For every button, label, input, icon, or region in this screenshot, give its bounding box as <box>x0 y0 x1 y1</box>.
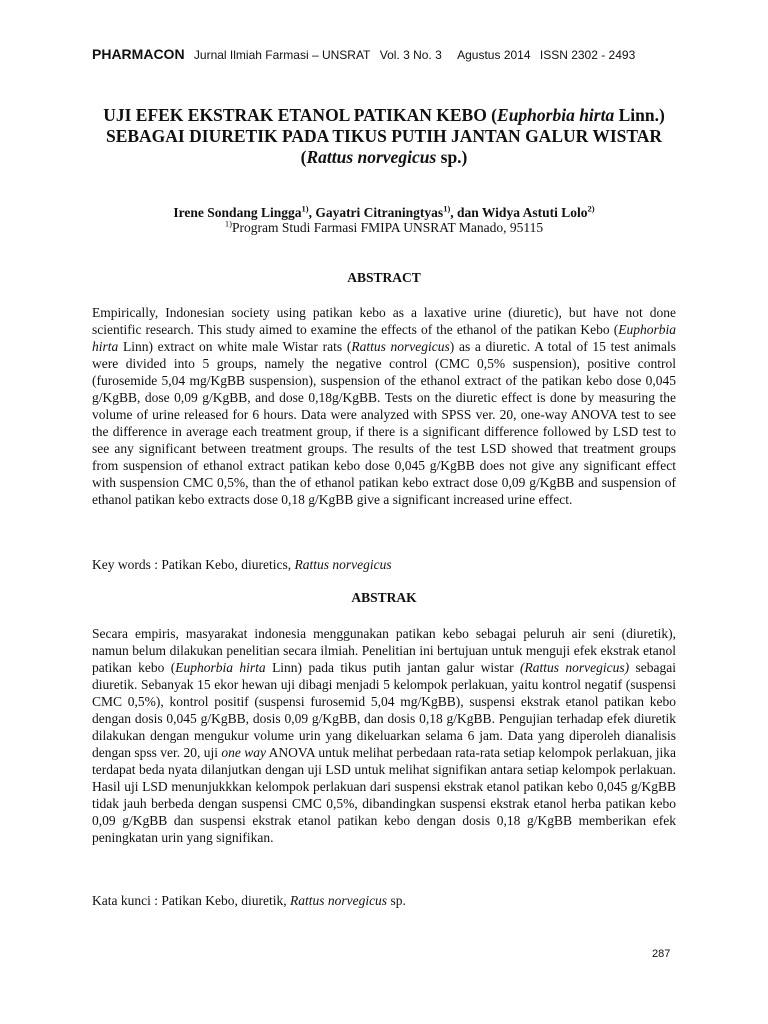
author-1: Irene Sondang Lingga <box>173 205 302 220</box>
abstract-text-1: Empirically, Indonesian society using patikan kebo as a laxative urine (diuretic), but have not done scientific research. This study aimed to examine the effects of the ethanol of the patikan Kebo ( <box>92 305 676 337</box>
kata-kunci-species: Rattus norvegicus <box>289 893 388 908</box>
author-3: , dan Widya Astuti Lolo <box>450 205 588 220</box>
title-text-3: sp.) <box>436 147 468 167</box>
abstrak-body <box>92 625 676 846</box>
abstract-species-2: Rattus norvegicus <box>351 339 450 354</box>
author-1-sup: 1) <box>301 203 309 214</box>
abstract-body <box>92 304 676 508</box>
abstrak-text-2: Linn) pada tikus putih jantan galur wistar <box>265 660 520 675</box>
title-text-2: Linn.) SEBAGAI DIURETIK PADA TIKUS PUTIH JANTAN GALUR WISTAR ( <box>105 105 665 167</box>
abstract-text-3: ) as a diuretic. A total of 15 test animals were divided into 5 groups, namely the negative control (CMC 0,5% suspension), positive control (furosemide 5,04 mg/KgBB suspension), suspension of the ethanol extract of the patikan kebo dose 0,045 g/KgBB, dose 0,09 g/KgBB, and dose 0,18g/KgBB. Tests on the diuretic effect is done by measuring the volume of urine released for 6 hours. Data were analyzed with SPSS ver. 20, one-way ANOVA test to see the difference in average each treatment group, if there is a significant difference followed by LSD test to see any significant between treatment groups. The results of the test LSD showed that treatment groups from suspension of ethanol extract patikan kebo dose 0,045 g/KgBB does not give any significant effect with suspension CMC 0,5%, than the of ethanol patikan kebo extract dose 0,09 g/KgBB and suspension of ethanol patikan kebo extracts dose 0,18 g/KgBB give a significant increased urine effect. <box>92 339 676 507</box>
abstract-species-1: Euphorbia hirta <box>92 322 676 354</box>
author-2-sup: 1) <box>443 203 451 214</box>
title-text-1: UJI EFEK EKSTRAK ETANOL PATIKAN KEBO ( <box>103 105 498 125</box>
abstrak-text-4: ANOVA untuk melihat perbedaan rata-rata setiap kelompok perlakuan, jika terdapat beda nyata dilanjutkan dengan uji LSD untuk melihat signifikan antara setiap kelompok perlakuan. Hasil uji LSD menunjukkkan kelompok perlakuan dari suspensi ekstrak etanol patikan kebo 0,045 g/KgBB tidak jauh berbeda dengan suspensi CMC 0,5%, dibandingkan suspensi ekstrak etanol herba patikan kebo 0,09 g/KgBB dan suspensi ekstrak etanol patikan kebo dengan dosis 0,18 g/KgBB memberikan efek peningkatan urin yang signifikan. <box>92 745 676 845</box>
abstract-text-2: Linn) extract on white male Wistar rats ( <box>118 339 352 354</box>
journal-name: PHARMACON <box>92 46 185 62</box>
journal-issn: ISSN 2302 - 2493 <box>539 48 636 62</box>
abstrak-species-2: (Rattus norvegicus) <box>520 660 630 675</box>
keywords-label: Key words : Patikan Kebo, diuretics, <box>92 557 295 572</box>
abstrak-text-1: Secara empiris, masyarakat indonesia menggunakan patikan kebo sebagai peluruh air seni (diuretik), namun belum dilakukan penelitian secara ilmiah. Penelitian ini bertujuan untuk menguji efek ekstrak etanol patikan kebo ( <box>92 626 676 675</box>
journal-subtitle: Jurnal Ilmiah Farmasi – UNSRAT <box>193 48 371 62</box>
title-species-2: Rattus norvegicus <box>306 147 437 167</box>
author-2: , Gayatri Citraningtyas <box>308 205 444 220</box>
page-number: 287 <box>652 948 671 960</box>
abstrak-italic-method: one way <box>221 745 267 760</box>
affiliation-sup: 1) <box>224 218 232 229</box>
author-3-sup: 2) <box>587 203 595 214</box>
abstrak-heading: ABSTRAK <box>351 590 417 605</box>
abstract-heading: ABSTRACT <box>347 270 421 285</box>
author-list <box>92 205 676 221</box>
affiliation <box>92 220 676 236</box>
paper-title <box>92 105 676 168</box>
abstrak-text-3: sebagai diuretik. Sebanyak 15 ekor hewan uji dibagi menjadi 5 kelompok perlakuan, yaitu kontrol negatif (suspensi CMC 0,5%), kontrol positif (suspensi furosemid 5,04 mg/KgBB), suspensi ekstrak etanol patikan kebo dengan dosis 0,045 g/KgBB, dosis 0,09 g/KgBB, dan dosis 0,18 g/KgBB. Pengujian terhadap efek diuretik dilakukan dengan mengukur volume urin yang dikeluarkan selama 6 jam. Data yang diperoleh dianalisis dengan spss ver. 20, uji <box>92 660 676 760</box>
keywords <box>92 556 676 573</box>
kata-kunci-suffix: sp. <box>387 893 406 908</box>
journal-date: Agustus 2014 <box>457 48 531 62</box>
kata-kunci <box>92 892 676 909</box>
affiliation-text: Program Studi Farmasi FMIPA UNSRAT Manado, 95115 <box>231 220 544 235</box>
kata-kunci-label: Kata kunci : Patikan Kebo, diuretik, <box>92 893 290 908</box>
abstrak-species-1: Euphorbia hirta <box>175 660 266 675</box>
journal-volume: Vol. 3 No. 3 <box>379 48 442 62</box>
title-species-1: Euphorbia hirta <box>497 105 615 125</box>
keywords-species: Rattus norvegicus <box>294 557 392 572</box>
running-header <box>92 46 692 62</box>
